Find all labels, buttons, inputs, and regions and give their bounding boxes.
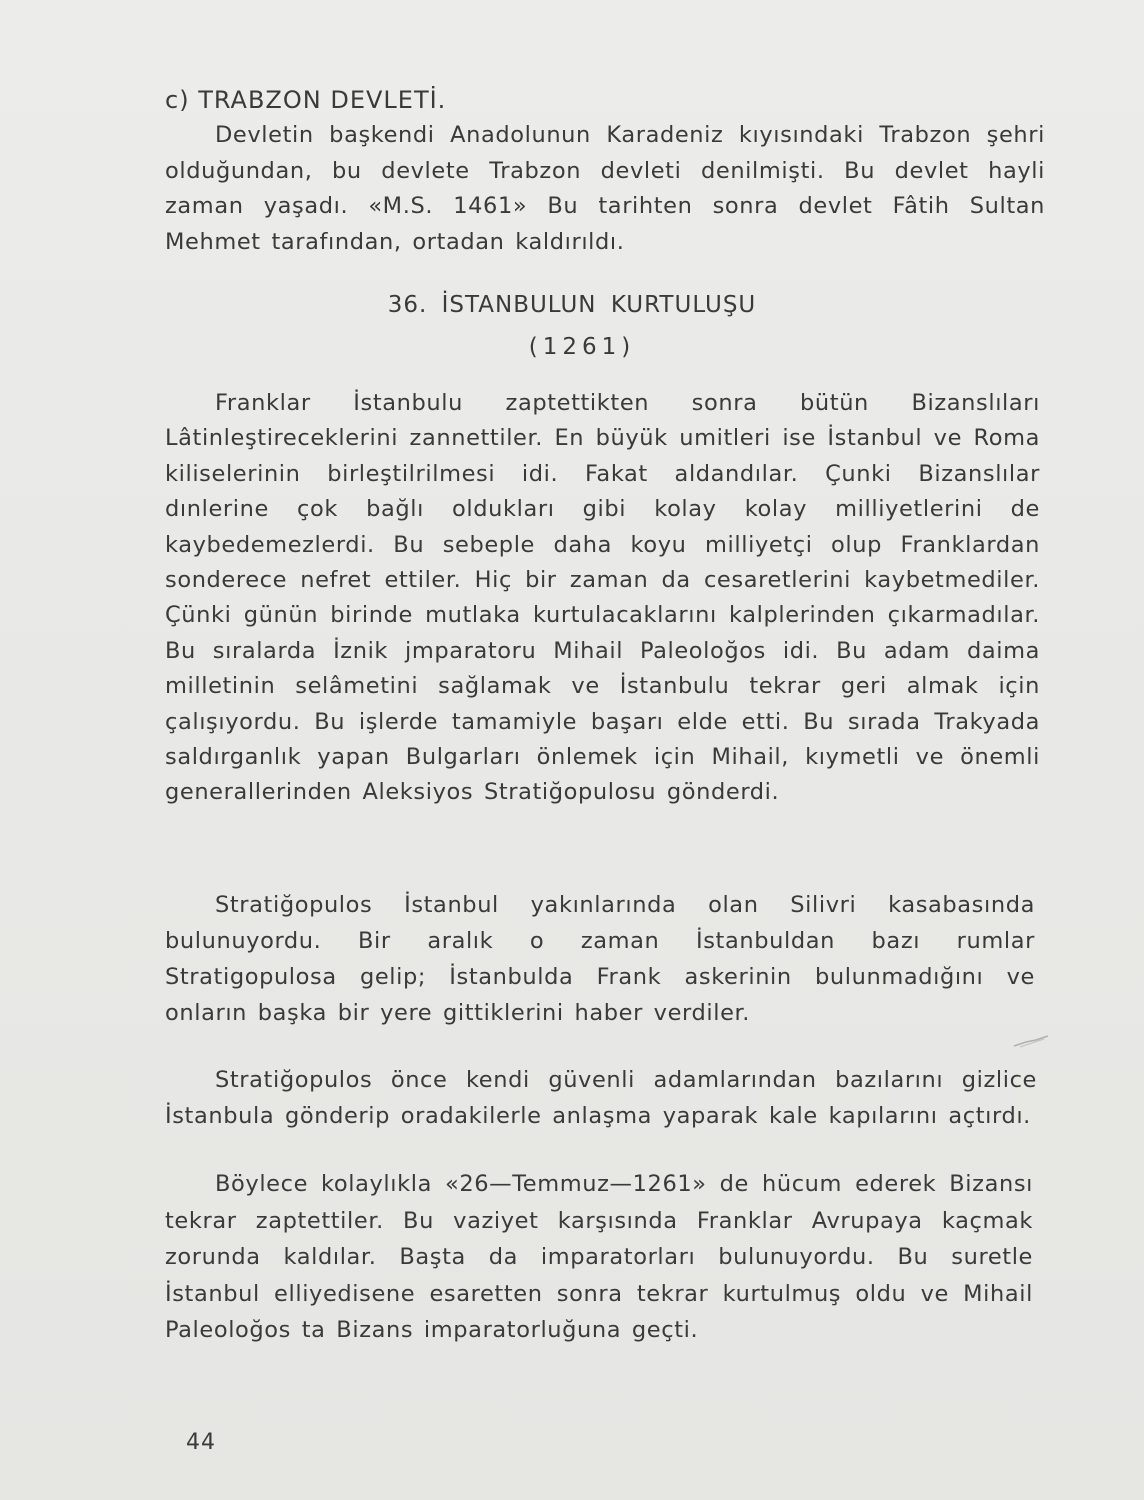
chapter-title: 36. İSTANBULUN KURTULUŞU: [387, 292, 757, 318]
chapter-paragraph-1-block: [165, 386, 1040, 811]
chapter-paragraph-3-block: [165, 1062, 1037, 1134]
chapter-paragraph-3: Stratiğopulos önce kendi güvenli adamlarından bazılarını gizlice İstanbula gönderip oradakilerle anlaşma yaparak kale kapılarını açtırdı.: [165, 1067, 1037, 1129]
trabzon-paragraph-block: [165, 118, 1045, 260]
trabzon-paragraph: Devletin başkendi Anadolunun Karadeniz kıyısındaki Trabzon şehri olduğundan, bu devlete Trabzon devleti denilmişti. Bu devlet hayli zaman yaşadı. «M.S. 1461» Bu tarihten sonra devlet Fâtih Sultan Mehmet tarafından, ortadan kaldırıldı.: [165, 122, 1045, 255]
chapter-year: (1261): [528, 334, 636, 360]
chapter-paragraph-1: Franklar İstanbulu zaptettikten sonra bütün Bizanslıları Lâtinleştireceklerini zannettiler. En büyük umitleri ise İstanbul ve Roma kiliselerinin birleştilrilmesi idi. Fakat aldandılar. Çunki Bizanslılar dınlerine çok bağlı oldukları gibi kolay kolay milliyetlerini de kaybedemezlerdi. Bu sebeple daha koyu milliyetçi olup Franklardan sonderece nefret ettiler. Hiç bir zaman da cesaretlerini kaybetmediler. Çünki günün birinde mutlaka kurtulacaklarını kalplerinden çıkarmadılar. Bu sıralarda İznik jmparatoru Mihail Paleoloğos idi. Bu adam daima milletinin selâmetini sağlamak ve İstanbulu tekrar geri almak için çalışıyordu. Bu işlerde tamamiyle başarı elde etti. Bu sırada Trakyada saldırganlık yapan Bulgarları önlemek için Mihail, kıymetli ve önemli generallerinden Aleksiyos Stratiğopulosu gönderdi.: [165, 390, 1040, 806]
section-heading: c) TRABZON DEVLETİ.: [165, 86, 447, 114]
chapter-paragraph-2: Stratiğopulos İstanbul yakınlarında olan Silivri kasabasında bulunuyordu. Bir aralık o zaman İstanbuldan bazı rumlar Stratigopulosa gelip; İstanbulda Frank askerinin bulunmadığını ve onların başka bir yere gittiklerini haber verdiler.: [165, 892, 1035, 1026]
chapter-paragraph-4: Böylece kolaylıkla «26—Temmuz—1261» de hücum ederek Bizansı tekrar zaptettiler. Bu vaziyet karşısında Franklar Avrupaya kaçmak zorunda kaldılar. Başta da imparatorları bulunuyordu. Bu suretle İstanbul elliyedisene esaretten sonra tekrar kurtulmuş oldu ve Mihail Paleoloğos ta Bizans imparatorluğuna geçti.: [165, 1171, 1033, 1343]
chapter-paragraph-2-block: [165, 887, 1035, 1031]
chapter-paragraph-4-block: [165, 1166, 1033, 1349]
ink-smudge: [1012, 1034, 1052, 1050]
page-number: 44: [186, 1430, 216, 1455]
